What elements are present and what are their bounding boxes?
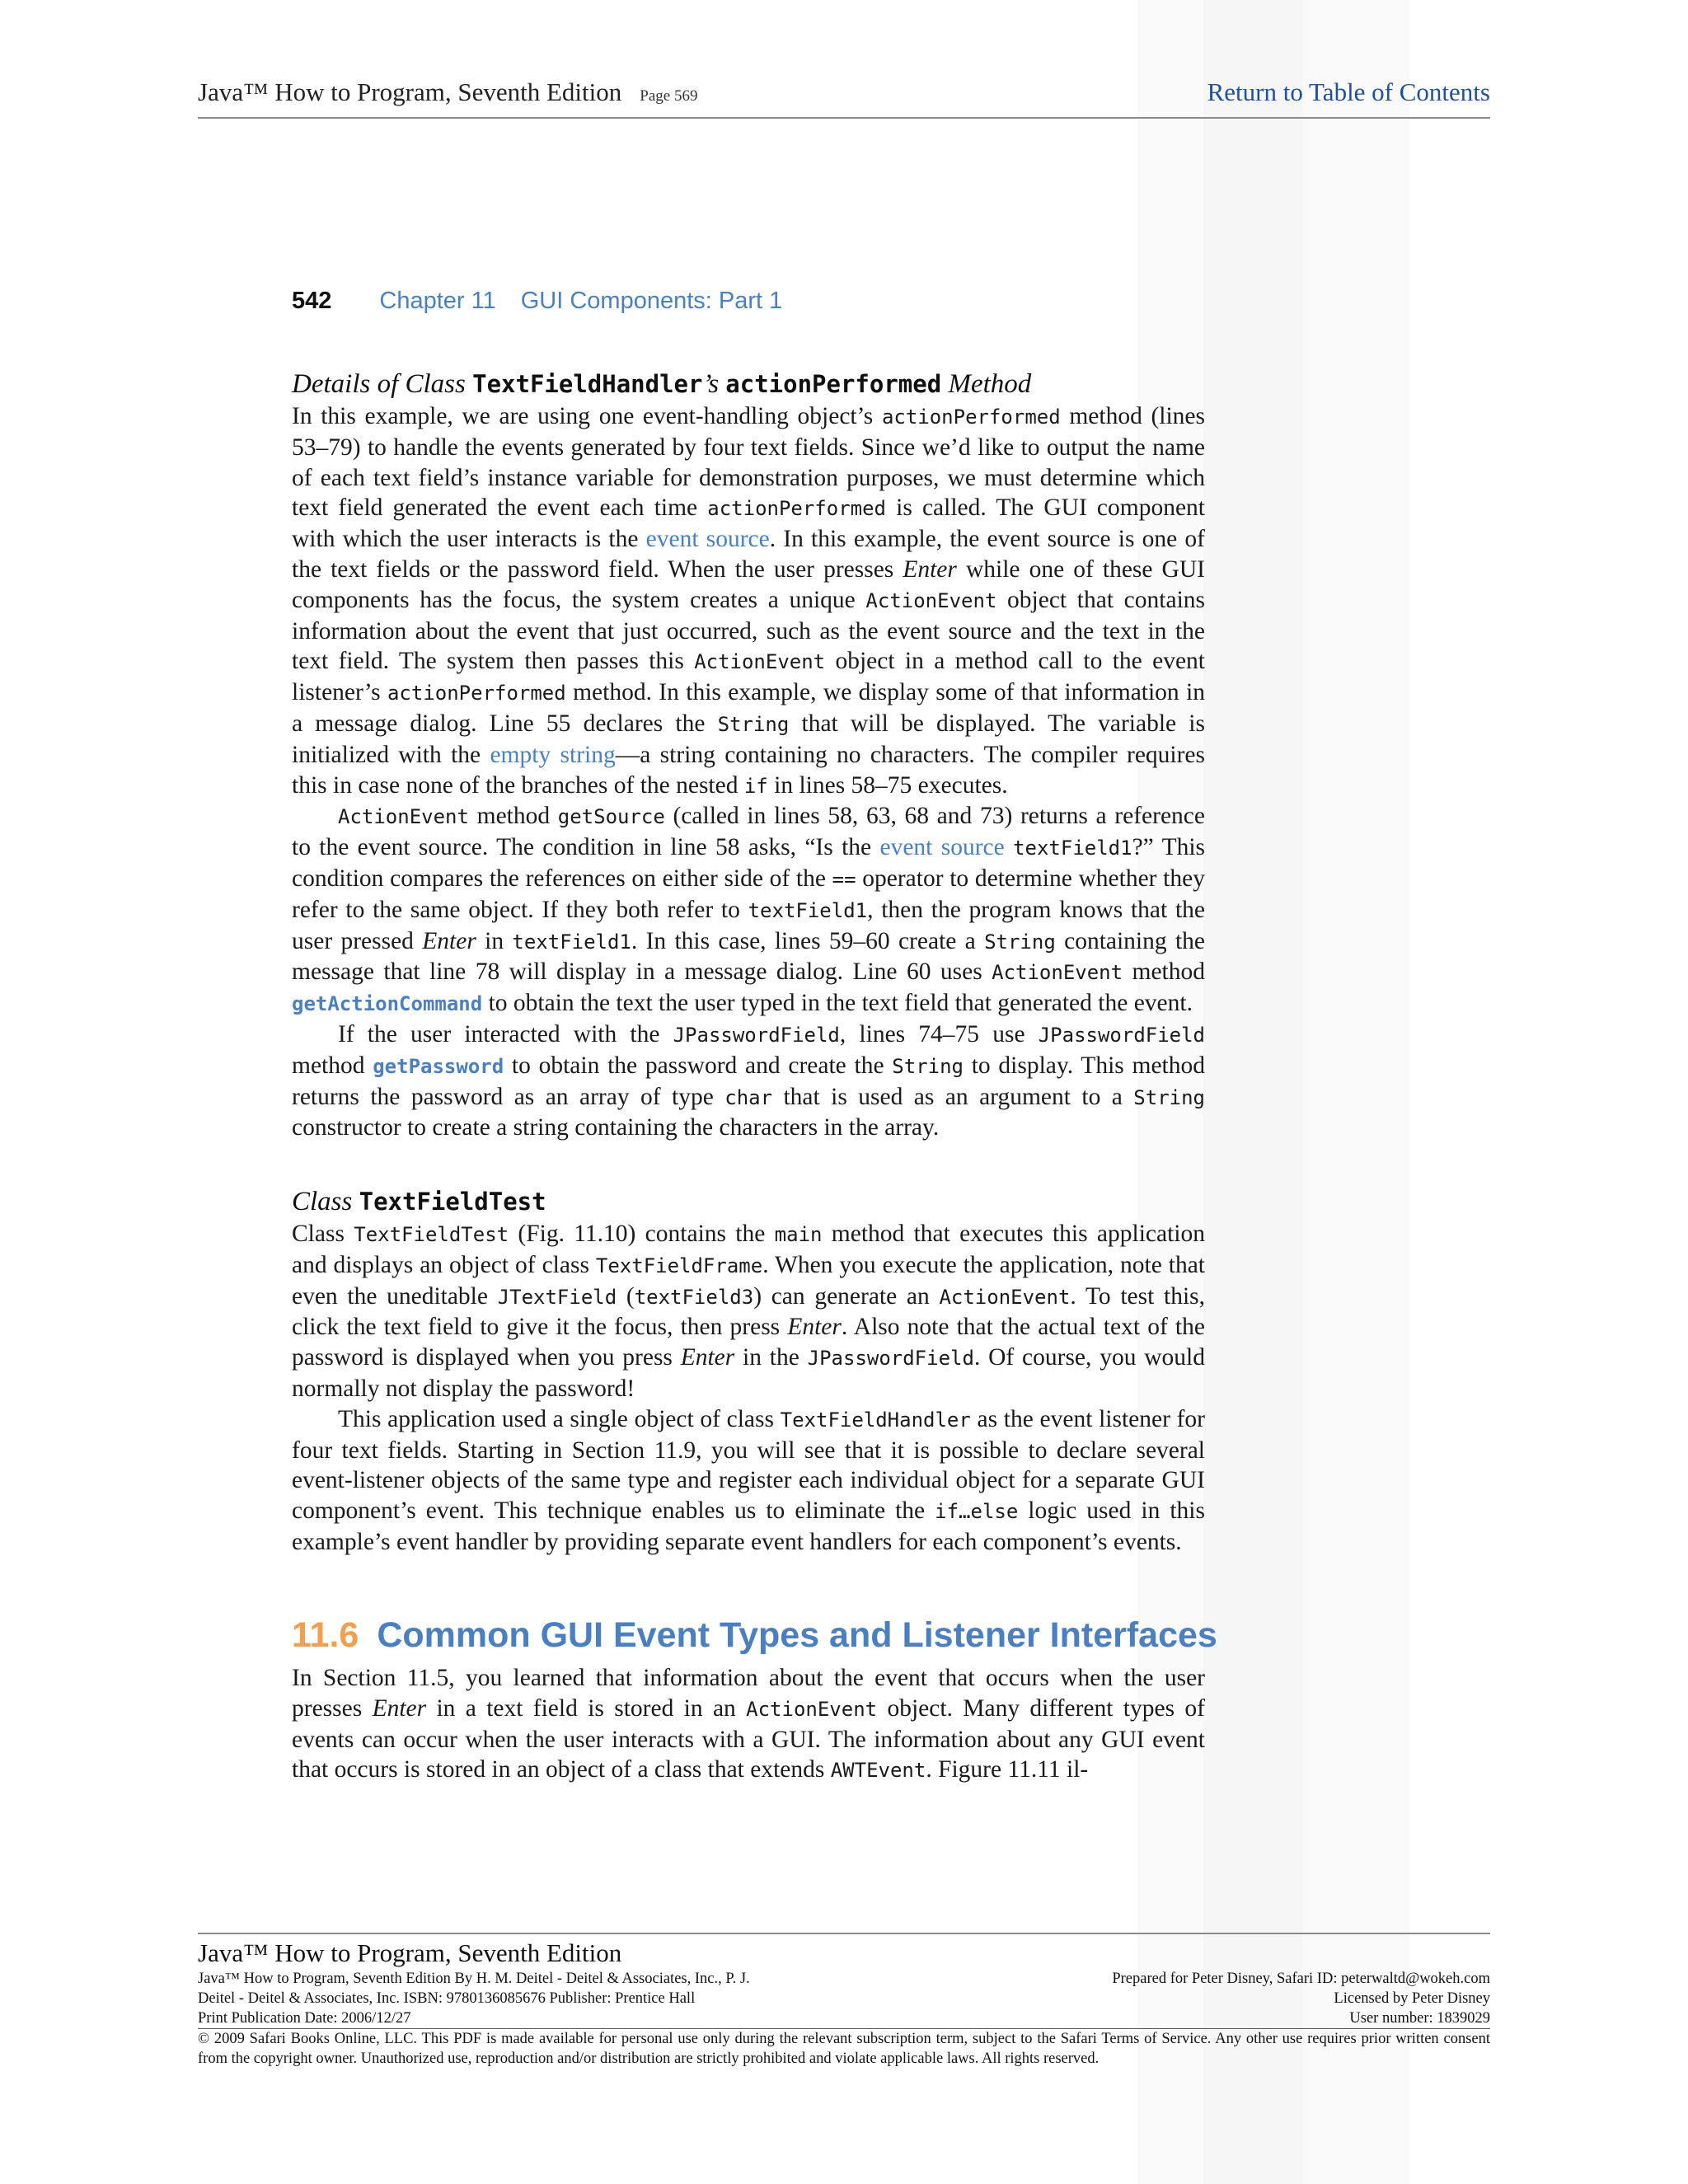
paragraph: In this example, we are using one event-handling object’s actionPerformed method (lines 53–79) to handle the events generated by four text fields. Since we’d like to output the name of each text field’s instance variable for demonstration purposes, we must determine which text field generated the event each time actionPerformed is called. The GUI component with which the user interacts is the event source. In this example, the event source is one of the text fields or the password field. When the user presses Enter while one of these GUI components has the focus, the system creates a unique ActionEvent object that contains information about the event that just occurred, such as the event source and the text in the text field. The system then passes this ActionEvent object in a method call to the event listener’s actionPerformed method. In this example, we display some of that information in a message dialog. Line 55 declares the String that will be displayed. The variable is initialized with the empty string—a string containing no characters. The compiler requires this in case none of the branches of the nested if in lines 58–75 executes.: [292, 403, 1206, 799]
paragraph: This application used a single object of class TextFieldHandler as the event listener for four text fields. Starting in Section 11.9, you will see that it is possible to declare several event-listener objects of the same type and register each individual object for a separate GUI component’s event. This technique enables us to eliminate the if…else logic used in this example’s event handler by providing separate event handlers for each component’s events.: [292, 1405, 1205, 1555]
paragraph: In Section 11.5, you learned that information about the event that occurs when the user presses Enter in a text field is stored in an ActionEvent object. Many different types of events can occur when the user interacts with a GUI. The information about any GUI event that occurs is stored in an object of a class that extends AWTEvent. Figure 11.11 il-: [292, 1665, 1205, 1783]
details-section: [292, 369, 1205, 1143]
book-title: Java™ How to Program, Seventh Edition Page 569: [198, 77, 698, 106]
subsection-heading: Class TextFieldTest: [292, 1187, 546, 1216]
footer-title: Java™ How to Program, Seventh Edition: [198, 1938, 622, 1967]
page-folio: 542: [292, 288, 332, 314]
paragraph: If the user interacted with the JPasswordField, lines 74–75 use JPasswordField method getPassword to obtain the password and create the String to display. This method returns the password as an array of type char that is used as an argument to a String constructor to create a string containing the characters in the array.: [292, 1020, 1206, 1141]
copyright-notice: © 2009 Safari Books Online, LLC. This PDF is made available for personal use only during the relevant subscription term, subject to the Safari Terms of Service. Any other use requires prior written consent from the copyright owner. Unauthorized use, reproduction and/or distribution are strictly prohibited and violate applicable laws. All rights reserved.: [198, 2031, 1490, 2067]
section-number: 11.6: [292, 1615, 359, 1655]
paragraph: Class TextFieldTest (Fig. 11.10) contains the main method that executes this application and displays an object of class TextFieldFrame. When you execute the application, note that even the uneditable JTextField (textField3) can generate an ActionEvent. To test this, click the text field to give it the focus, then press Enter. Also note that the actual text of the password is displayed when you press Enter in the JPasswordField. Of course, you would normally not display the password!: [292, 1221, 1205, 1402]
footer-line: Deitel - Deitel & Associates, Inc. ISBN: 9780136085676 Publisher: Prentice Hall Licensed by Peter Disney: [198, 1990, 1490, 2007]
page-header: [198, 76, 1490, 119]
return-to-toc-link[interactable]: Return to Table of Contents: [1207, 77, 1490, 106]
running-head: [292, 288, 782, 321]
section-11-6-body: [292, 1663, 1205, 1786]
paragraph: ActionEvent method getSource (called in lines 58, 63, 68 and 73) returns a reference to the event source. The condition in line 58 asks, “Is the event source textField1?” This condition compares the references on either side of the == operator to determine whether they refer to the same object. If they both refer to textField1, then the program knows that the user pressed Enter in textField1. In this case, lines 59–60 create a String containing the message that line 78 will display in a message dialog. Line 60 uses ActionEvent method getActionCommand to obtain the text the user typed in the text field that generated the event.: [292, 803, 1206, 1017]
footer-line: Print Publication Date: 2006/12/27 User number: 1839029: [198, 2008, 1490, 2029]
key-term: getPassword: [373, 1054, 504, 1078]
section-title: Common GUI Event Types and Listener Interfaces: [377, 1615, 1217, 1655]
key-term: getActionCommand: [292, 992, 483, 1016]
class-textfieldtest-section: [292, 1187, 1205, 1558]
key-term: event source: [645, 526, 770, 553]
chapter-title: GUI Components: Part 1: [520, 288, 783, 314]
background-shade: [1203, 0, 1302, 2184]
key-term: empty string: [490, 741, 616, 768]
section-heading: [292, 1615, 1217, 1656]
key-term: event source: [879, 834, 1005, 861]
footer-line: Java™ How to Program, Seventh Edition By H. M. Deitel - Deitel & Associates, Inc., P. J. Prepared for Peter Disney, Safari ID: peterwaltd@wokeh.com: [198, 1971, 1490, 1987]
background-shade: [1302, 0, 1409, 2184]
chapter-label: Chapter 11: [379, 288, 496, 314]
page-footer: [198, 1933, 1490, 2069]
subsection-heading: Details of Class TextFieldHandler’s actionPerformed Method: [292, 369, 1032, 399]
page-label: Page 569: [640, 87, 698, 105]
